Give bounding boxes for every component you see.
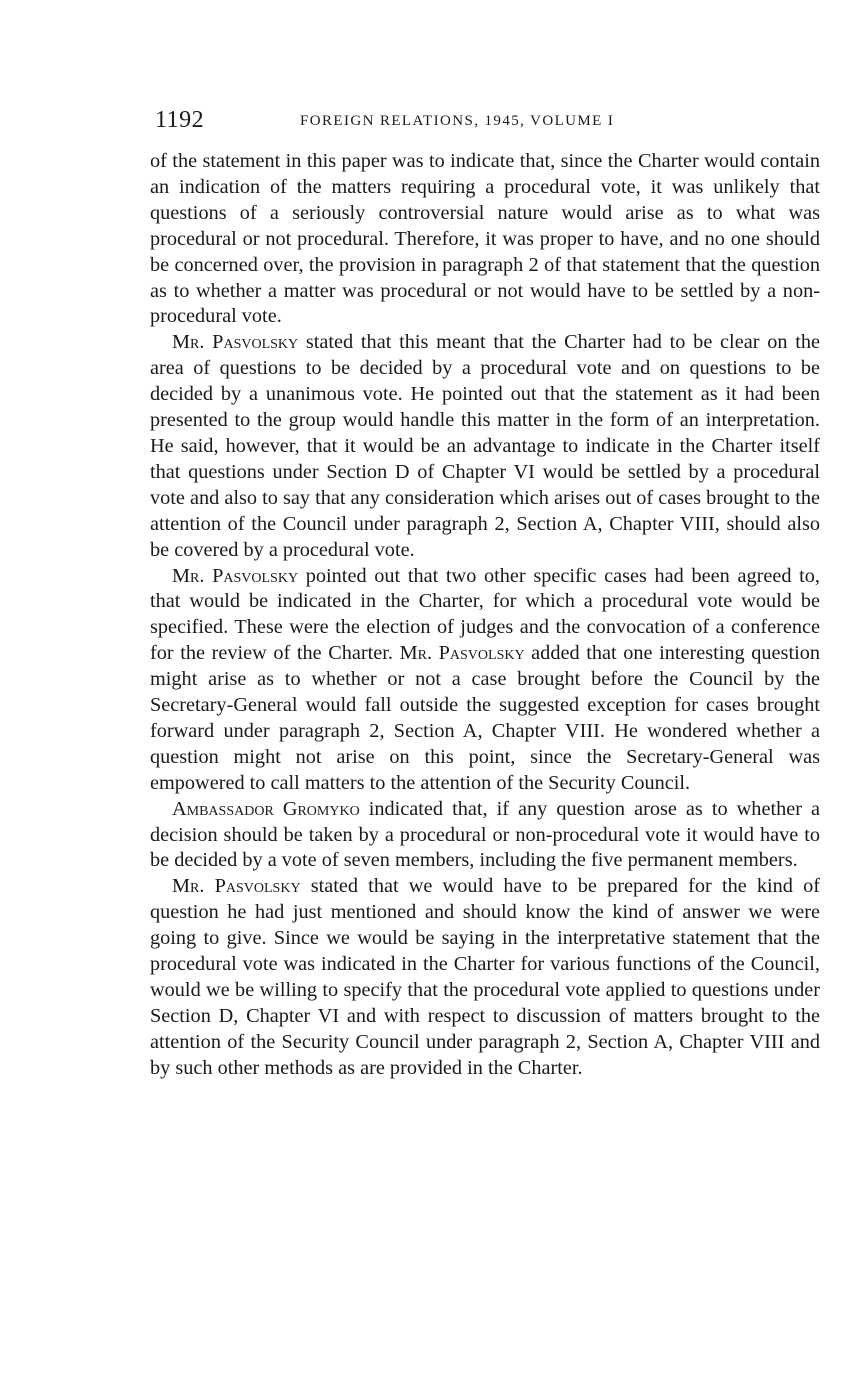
body-text: [150, 149, 820, 1082]
running-head: FOREIGN RELATIONS, 1945, VOLUME I: [300, 113, 615, 129]
paragraph-text: pointed out that two other specific cases had been agreed to, that would be indicated in the Charter, for which a procedural vote would be specified. These were the election of judges and the convocation of a conference for the review of the Charter.: [150, 564, 821, 665]
paragraph-4: [150, 797, 820, 875]
paragraph-1: [150, 149, 820, 330]
paragraph-text: added that one interesting question might arise as to whether or not a case brought before the Council by the Secretary-General would fall outside the suggested exception for cases brought forward under paragraph 2, Section A, Chapter VIII. He wondered whether a question might not arise on this point, since the Secretary-General was empowered to call matters to the attention of the Security Council.: [150, 642, 821, 794]
paragraph-2: [150, 330, 820, 563]
paragraph-text: indicated that, if any question arose as to whether a decision should be taken by a procedural or non-procedural vote it would have to be decided by a vote of seven members, including the five permanent members.: [150, 797, 821, 872]
speaker-name: Ambassador Gromyko: [172, 797, 360, 820]
speaker-name: Mr. Pasvolsky: [172, 875, 301, 898]
paragraph-3: [150, 564, 820, 797]
paragraph-text: stated that this meant that the Charter had to be clear on the area of questions to be decided by a procedural vote and on questions to be decided by a unanimous vote. He pointed out that the statement as it had been presented to the group would handle this matter in the form of an interpretation. He said, however, that it would be an advantage to indicate in the Charter itself that questions under Section D of Chapter VI would be settled by a procedural vote and also to say that any consideration which arises out of cases brought to the attention of the Council under paragraph 2, Section A, Chapter VIII, should also be covered by a procedural vote.: [150, 331, 820, 561]
paragraph-5: [150, 874, 820, 1081]
speaker-name: Mr. Pasvolsky: [172, 564, 299, 587]
paragraph-text: stated that we would have to be prepared for the kind of question he had just mentioned and should know the kind of answer we were going to give. Since we would be saying in the interpretative statement that the procedural vote was indicated in the Charter for various functions of the Council, would we be willing to specify that the procedural vote applied to questions under Section D, Chapter VI and with respect to discussion of matters brought to the attention of the Security Council under paragraph 2, Section A, Chapter VIII and by such other methods as are provided in the Charter.: [150, 875, 820, 1079]
paragraph-text: of the statement in this paper was to indicate that, since the Charter would contain an indication of the matters requiring a procedural vote, it was unlikely that questions of a seriously controversial nature would arise as to what was procedural or not procedural. Therefore, it was proper to have, and no one should be concerned over, the provision in paragraph 2 of that statement that the question as to whether a matter was procedural or not would have to be settled by a nonprocedural vote.: [150, 150, 820, 328]
speaker-name: Mr. Pasvolsky: [172, 331, 299, 354]
speaker-name: Mr. Pasvolsky: [399, 642, 525, 665]
page-header: [155, 104, 680, 136]
page-number: 1192: [155, 107, 205, 133]
